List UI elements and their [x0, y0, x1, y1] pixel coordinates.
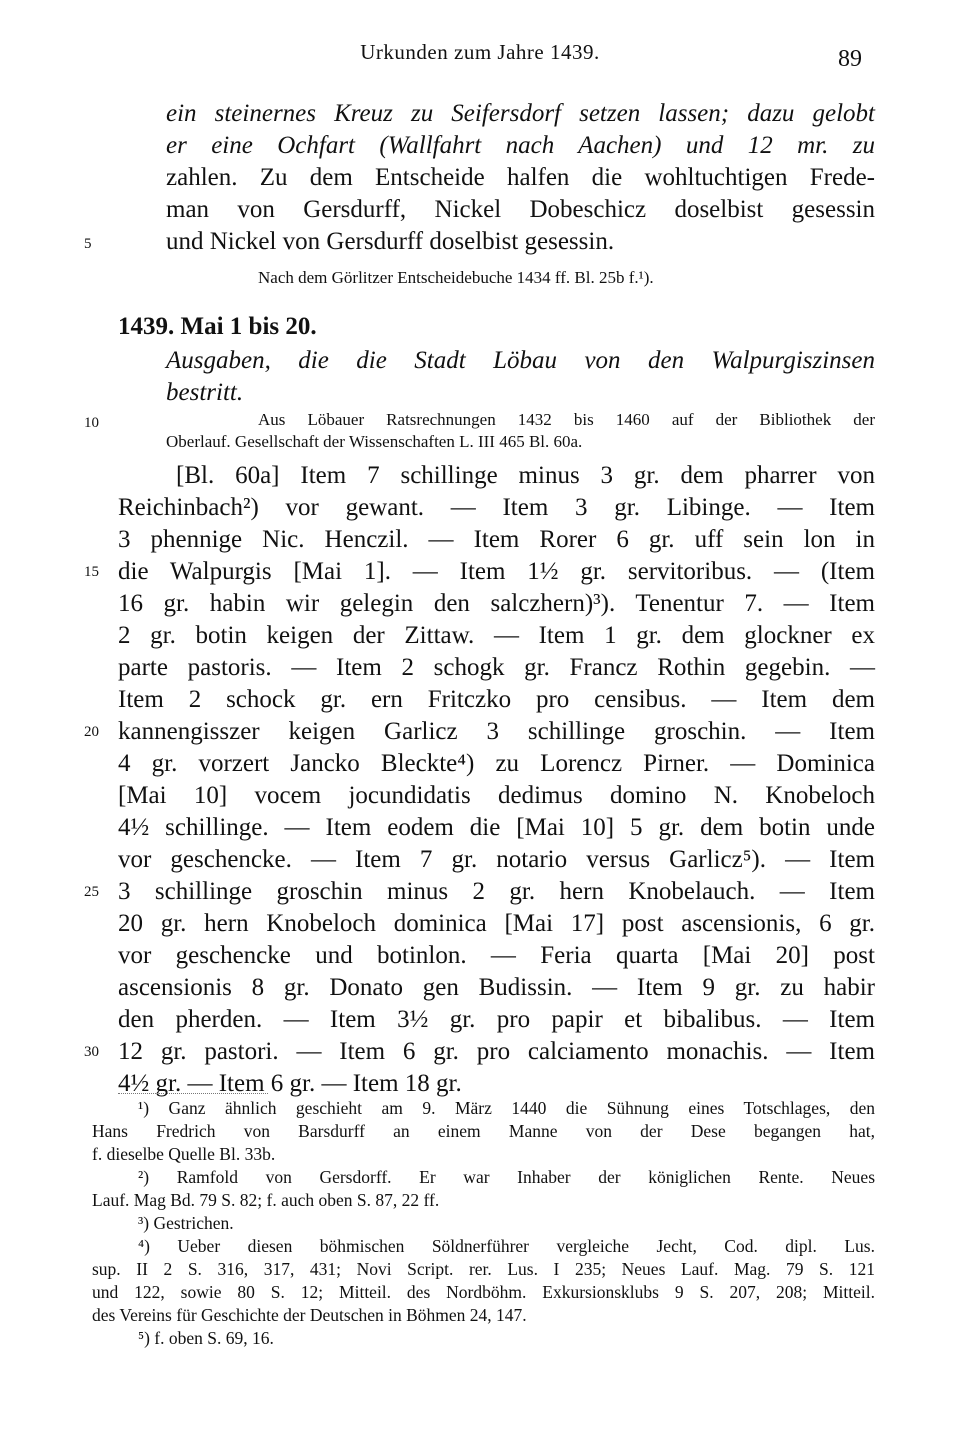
entry2-source: Aus Löbauer Ratsrechnungen 1432 bis 1460 auf der Bibliothek der	[258, 410, 875, 429]
footnote-4: des Vereins für Geschichte der Deutschen in Böhmen 24, 147.	[92, 1305, 527, 1325]
entry2-text-line: die Walpurgis [Mai 1]. — Item 1½ gr. servitoribus. — (Item	[118, 558, 875, 585]
line-number-15: 15	[84, 564, 99, 580]
entry2-text-line: [Bl. 60a] Item 7 schillinge minus 3 gr. dem pharrer von	[176, 462, 875, 489]
entry2-text-line: 4½ gr. — Item 6 gr. — Item 18 gr.	[118, 1070, 462, 1097]
entry1-source: Nach dem Görlitzer Entscheidebuche 1434 ff. Bl. 25b f.¹).	[258, 268, 654, 287]
entry2-text-line: vor geschencke und botinlon. — Feria quarta [Mai 20] post	[118, 942, 875, 969]
entry2-text-line: Reichinbach²) vor gewant. — Item 3 gr. Libinge. — Item	[118, 494, 875, 521]
entry2-text-line: [Mai 10] vocem jocundidatis dedimus domino N. Knobeloch	[118, 782, 875, 809]
entry2-text-line: 3 schillinge groschin minus 2 gr. hern Knobelauch. — Item	[118, 878, 875, 905]
line-number-30: 30	[84, 1044, 99, 1060]
entry2-text-line: kannengisszer keigen Garlicz 3 schillinge groschin. — Item	[118, 718, 875, 745]
entry-date: 1439. Mai 1 bis 20.	[118, 313, 317, 340]
footnote-3: ³) Gestrichen.	[138, 1213, 234, 1233]
footnote-1: Hans Fredrich von Barsdurff an einem Manne von der Dese begangen hat,	[92, 1121, 875, 1141]
entry2-summary: Ausgaben, die die Stadt Löbau von den Walpurgiszinsen	[166, 347, 875, 374]
entry2-source: Oberlauf. Gesellschaft der Wissenschaften L. III 465 Bl. 60a.	[166, 432, 583, 451]
footnote-1: f. dieselbe Quelle Bl. 33b.	[92, 1144, 276, 1164]
footnote-4: sup. II 2 S. 316, 317, 431; Novi Script. rer. Lus. I 235; Neues Lauf. Mag. 79 S. 121	[92, 1259, 875, 1279]
entry2-text-line: 12 gr. pastori. — Item 6 gr. pro calciamento monachis. — Item	[118, 1038, 875, 1065]
entry2-text-line: den pherden. — Item 3½ gr. pro papir et bibalibus. — Item	[118, 1006, 875, 1033]
entry1-line: man von Gersdurff, Nickel Dobeschicz doselbist gesessin	[166, 196, 875, 223]
entry2-text-line: 2 gr. botin keigen der Zittaw. — Item 1 gr. dem glockner ex	[118, 622, 875, 649]
footnote-2: ²) Ramfold von Gersdorff. Er war Inhaber der königlichen Rente. Neues	[138, 1167, 875, 1187]
entry1-line: und Nickel von Gersdurff doselbist gesessin.	[166, 228, 615, 255]
footnote-4: ⁴) Ueber diesen böhmischen Söldnerführer vergleiche Jecht, Cod. dipl. Lus.	[138, 1236, 875, 1256]
entry2-text-line: parte pastoris. — Item 2 schogk gr. Francz Rothin gegebin. —	[118, 654, 875, 681]
entry1-line: er eine Ochfart (Wallfahrt nach Aachen) und 12 mr. zu	[166, 132, 875, 159]
line-number-20: 20	[84, 724, 99, 740]
line-number-5: 5	[84, 236, 92, 252]
footnote-5: ⁵) f. oben S. 69, 16.	[138, 1328, 274, 1348]
entry1-line: zahlen. Zu dem Entscheide halfen die wohltuchtigen Frede-	[166, 164, 875, 191]
running-title: Urkunden zum Jahre 1439.	[360, 40, 600, 64]
footnote-1: ¹) Ganz ähnlich geschieht am 9. März 1440 die Sühnung eines Totschlages, den	[138, 1098, 875, 1118]
footnote-2: Lauf. Mag Bd. 79 S. 82; f. auch oben S. 87, 22 ff.	[92, 1190, 440, 1210]
page-number: 89	[838, 46, 862, 72]
entry2-text-line: 16 gr. habin wir gelegin den salczhern)³). Tenentur 7. — Item	[118, 590, 875, 617]
entry2-text-line: 20 gr. hern Knobeloch dominica [Mai 17] post ascensionis, 6 gr.	[118, 910, 875, 937]
entry2-text-line: Item 2 schock gr. ern Fritczko pro censibus. — Item dem	[118, 686, 875, 713]
line-number-25: 25	[84, 884, 99, 900]
entry2-text-line: ascensionis 8 gr. Donato gen Budissin. — Item 9 gr. zu habir	[118, 974, 875, 1001]
entry2-text-line: 4½ schillinge. — Item eodem die [Mai 10] 5 gr. dem botin unde	[118, 814, 875, 841]
entry2-text-line: vor geschencke. — Item 7 gr. notario versus Garlicz⁵). — Item	[118, 846, 875, 873]
line-number-10: 10	[84, 415, 99, 431]
footnote-separator	[118, 1093, 268, 1094]
entry2-summary: bestritt.	[166, 379, 244, 406]
footnote-4: und 122, sowie 80 S. 12; Mitteil. des Nordböhm. Exkursionsklubs 9 S. 207, 208; Mitteil.	[92, 1282, 875, 1302]
entry1-line: ein steinernes Kreuz zu Seifersdorf setzen lassen; dazu gelobt	[166, 100, 875, 127]
entry2-text-line: 4 gr. vorzert Jancko Bleckte⁴) zu Lorencz Pirner. — Dominica	[118, 750, 875, 777]
entry2-text-line: 3 phennige Nic. Henczil. — Item Rorer 6 gr. uff sein lon in	[118, 526, 875, 553]
